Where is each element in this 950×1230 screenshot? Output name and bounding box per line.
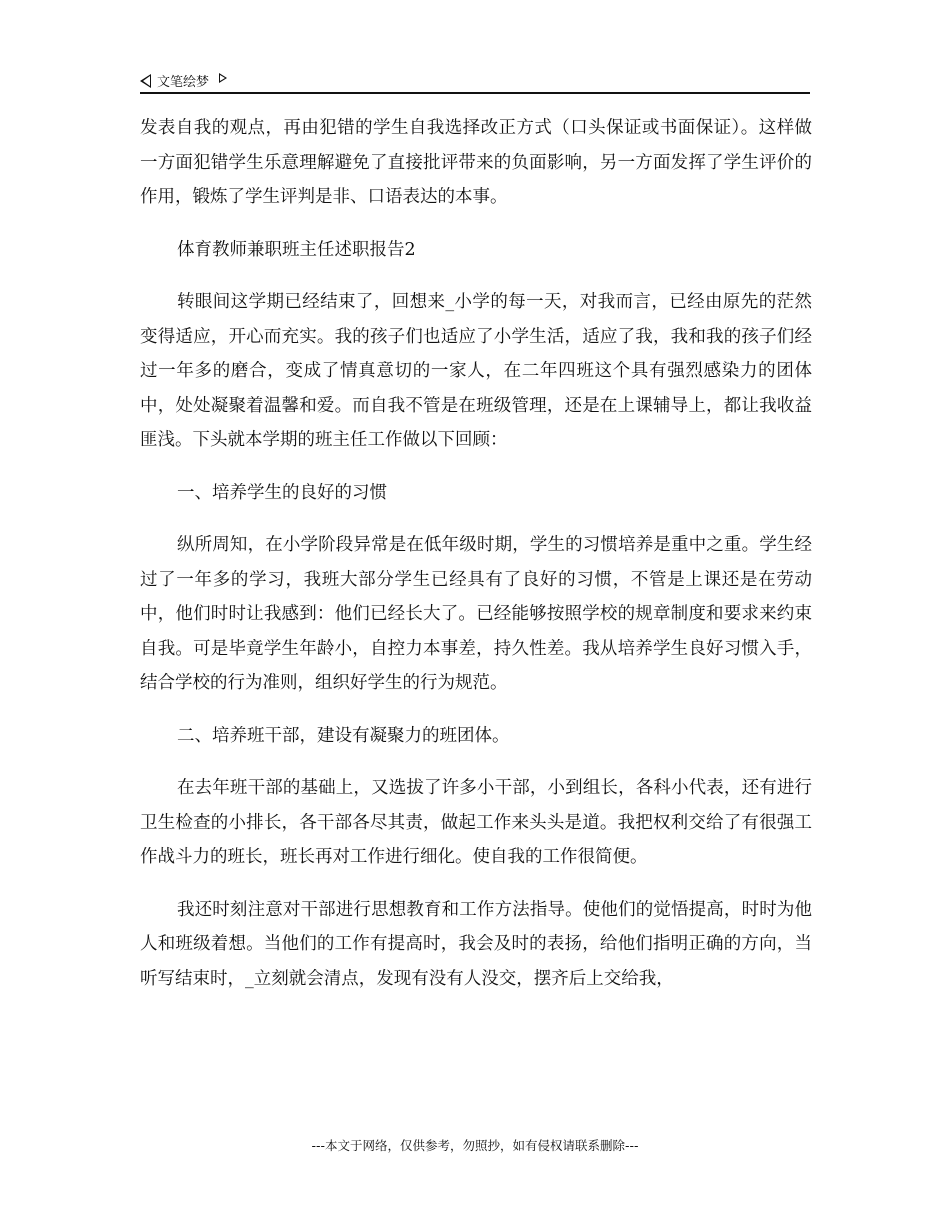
paragraph-continuation: 发表自我的观点，再由犯错的学生自我选择改正方式（口头保证或书面保证）。这样做一方面犯错学生乐意理解避免了直接批评带来的负面影响，另一方面发挥了学生评价的作用，锻炼了学生评判是非、口语表达的本事。	[140, 118, 812, 207]
brand-name: 文笔绘梦	[157, 75, 210, 90]
header-brand	[140, 71, 227, 90]
page-header	[140, 70, 810, 94]
paragraph: 转眼间这学期已经结束了，回想来_小学的每一天，对我而言，已经由原先的茫然变得适应，开心而充实。我的孩子们也适应了小学生活，适应了我，我和我的孩子们经过一年多的磨合，变成了情真意切的一家人，在二年四班这个具有强烈感染力的团体中，处处凝聚着温馨和爱。而自我不管是在班级管理，还是在上课辅导上，都让我收益匪浅。下头就本学期的班主任工作做以下回顾：	[140, 292, 812, 450]
triangle-right-icon	[219, 73, 227, 83]
document-body	[140, 111, 812, 1014]
paragraph: 在去年班干部的基础上，又选拔了许多小干部，小到组长，各科小代表，还有进行卫生检查的小排长，各干部各尽其责，做起工作来头头是道。我把权利交给了有很强工作战斗力的班长，班长再对工作进行细化。使自我的工作很简便。	[140, 778, 812, 867]
paragraph: 我还时刻注意对干部进行思想教育和工作方法指导。使他们的觉悟提高，时时为他人和班级着想。当他们的工作有提高时，我会及时的表扬，给他们指明正确的方向，当听写结束时，_立刻就会清点，发现有没有人没交，摆齐后上交给我，	[140, 899, 812, 989]
paragraph: 纵所周知，在小学阶段异常是在低年级时期，学生的习惯培养是重中之重。学生经过了一年多的学习，我班大部分学生已经具有了良好的习惯，不管是上课还是在劳动中，他们时时让我感到：他们已经长大了。已经能够按照学校的规章制度和要求来约束自我。可是毕竟学生年龄小，自控力本事差，持久性差。我从培养学生良好习惯入手，结合学校的行为准则，组织好学生的行为规范。	[140, 535, 812, 693]
triangle-left-icon	[140, 74, 151, 88]
section-title: 体育教师兼职班主任述职报告2	[177, 239, 416, 260]
section-heading: 二、培养班干部，建设有凝聚力的班团体。	[177, 725, 510, 746]
section-heading: 一、培养学生的良好的习惯	[177, 482, 387, 503]
page-footer: ---本文于网络，仅供参考，勿照抄，如有侵权请联系删除---	[311, 1138, 639, 1153]
